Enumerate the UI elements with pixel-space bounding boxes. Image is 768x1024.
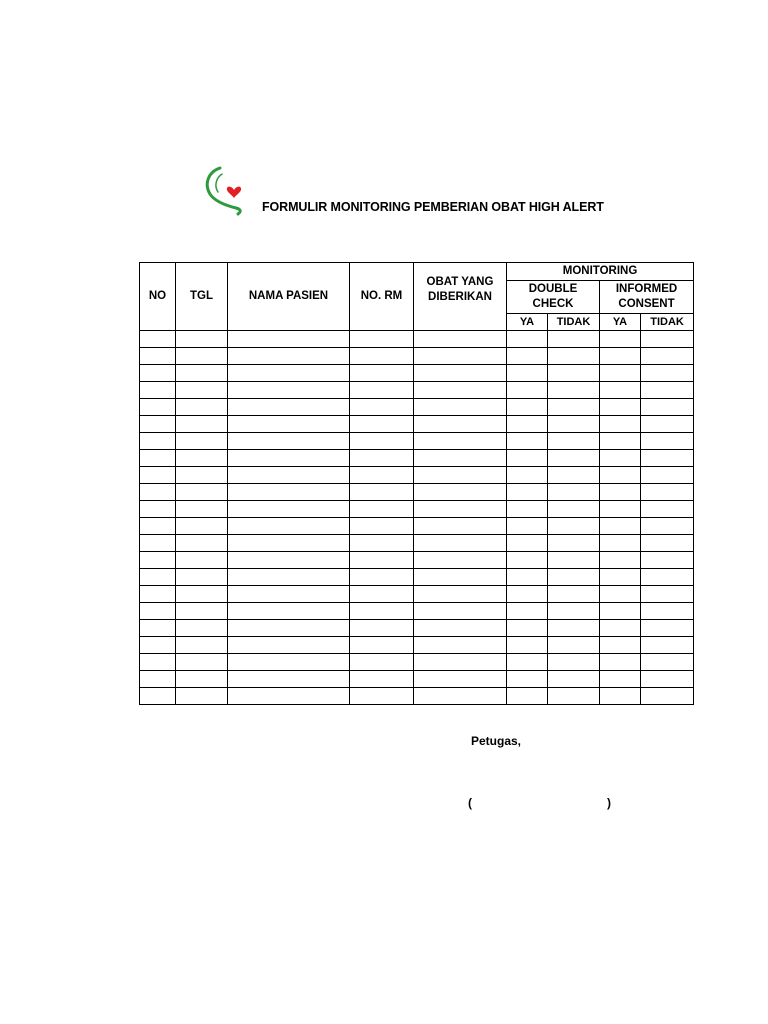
cell-tgl[interactable] <box>176 467 228 484</box>
header-obat-line2: DIBERIKAN <box>428 290 492 303</box>
table-row <box>140 654 694 671</box>
cell-informed-consent-tidak[interactable] <box>641 552 694 569</box>
cell-nama-pasien[interactable] <box>228 399 350 416</box>
cell-no[interactable] <box>140 688 176 705</box>
header-double-check-tidak: TIDAK <box>548 314 600 331</box>
cell-double-check-ya[interactable] <box>507 586 548 603</box>
cell-nama-pasien[interactable] <box>228 552 350 569</box>
cell-informed-consent-tidak[interactable] <box>641 331 694 348</box>
form-title: FORMULIR MONITORING PEMBERIAN OBAT HIGH ALERT <box>262 200 604 214</box>
cell-tgl[interactable] <box>176 518 228 535</box>
cell-obat[interactable] <box>414 365 507 382</box>
cell-double-check-ya[interactable] <box>507 535 548 552</box>
cell-informed-consent-tidak[interactable] <box>641 450 694 467</box>
cell-nama-pasien[interactable] <box>228 620 350 637</box>
cell-informed-consent-ya[interactable] <box>600 433 641 450</box>
cell-double-check-ya[interactable] <box>507 671 548 688</box>
cell-no[interactable] <box>140 450 176 467</box>
table-row <box>140 620 694 637</box>
cell-obat[interactable] <box>414 433 507 450</box>
cell-double-check-tidak[interactable] <box>548 569 600 586</box>
cell-tgl[interactable] <box>176 399 228 416</box>
cell-obat[interactable] <box>414 552 507 569</box>
cell-informed-consent-ya[interactable] <box>600 484 641 501</box>
cell-double-check-ya[interactable] <box>507 416 548 433</box>
cell-no[interactable] <box>140 331 176 348</box>
cell-double-check-ya[interactable] <box>507 688 548 705</box>
cell-double-check-ya[interactable] <box>507 484 548 501</box>
cell-obat[interactable] <box>414 603 507 620</box>
cell-obat[interactable] <box>414 501 507 518</box>
cell-no-rm[interactable] <box>350 671 414 688</box>
cell-informed-consent-ya[interactable] <box>600 535 641 552</box>
cell-informed-consent-ya[interactable] <box>600 654 641 671</box>
cell-double-check-ya[interactable] <box>507 433 548 450</box>
cell-informed-consent-tidak[interactable] <box>641 637 694 654</box>
cell-nama-pasien[interactable] <box>228 416 350 433</box>
cell-informed-consent-tidak[interactable] <box>641 688 694 705</box>
cell-double-check-tidak[interactable] <box>548 501 600 518</box>
cell-double-check-tidak[interactable] <box>548 467 600 484</box>
table-row <box>140 518 694 535</box>
cell-obat[interactable] <box>414 586 507 603</box>
cell-nama-pasien[interactable] <box>228 433 350 450</box>
cell-tgl[interactable] <box>176 535 228 552</box>
cell-obat[interactable] <box>414 654 507 671</box>
cell-informed-consent-tidak[interactable] <box>641 603 694 620</box>
cell-informed-consent-ya[interactable] <box>600 348 641 365</box>
cell-no-rm[interactable] <box>350 569 414 586</box>
header-double-check-line1: DOUBLE <box>528 283 578 295</box>
cell-no-rm[interactable] <box>350 416 414 433</box>
cell-tgl[interactable] <box>176 331 228 348</box>
cell-tgl[interactable] <box>176 620 228 637</box>
cell-no-rm[interactable] <box>350 399 414 416</box>
cell-double-check-tidak[interactable] <box>548 348 600 365</box>
header-double-check-line2: CHECK <box>532 298 574 310</box>
cell-informed-consent-tidak[interactable] <box>641 586 694 603</box>
cell-nama-pasien[interactable] <box>228 671 350 688</box>
cell-no[interactable] <box>140 365 176 382</box>
cell-informed-consent-ya[interactable] <box>600 620 641 637</box>
cell-informed-consent-tidak[interactable] <box>641 467 694 484</box>
hospital-logo-icon <box>204 166 248 216</box>
cell-double-check-ya[interactable] <box>507 637 548 654</box>
cell-no[interactable] <box>140 620 176 637</box>
table-row <box>140 450 694 467</box>
header-no: NO <box>140 263 176 331</box>
cell-obat[interactable] <box>414 637 507 654</box>
table-row <box>140 603 694 620</box>
cell-informed-consent-ya[interactable] <box>600 382 641 399</box>
cell-informed-consent-ya[interactable] <box>600 467 641 484</box>
table-body <box>140 331 694 705</box>
cell-nama-pasien[interactable] <box>228 501 350 518</box>
cell-nama-pasien[interactable] <box>228 484 350 501</box>
cell-double-check-ya[interactable] <box>507 603 548 620</box>
cell-no[interactable] <box>140 382 176 399</box>
cell-informed-consent-ya[interactable] <box>600 671 641 688</box>
cell-tgl[interactable] <box>176 365 228 382</box>
cell-tgl[interactable] <box>176 569 228 586</box>
cell-tgl[interactable] <box>176 416 228 433</box>
header-monitoring: MONITORING <box>507 263 694 281</box>
cell-double-check-tidak[interactable] <box>548 671 600 688</box>
table-row <box>140 535 694 552</box>
cell-informed-consent-ya[interactable] <box>600 416 641 433</box>
table-row <box>140 399 694 416</box>
table-row <box>140 467 694 484</box>
cell-no-rm[interactable] <box>350 552 414 569</box>
cell-tgl[interactable] <box>176 603 228 620</box>
cell-nama-pasien[interactable] <box>228 637 350 654</box>
signature-close-paren: ) <box>607 796 611 810</box>
cell-double-check-tidak[interactable] <box>548 535 600 552</box>
cell-nama-pasien[interactable] <box>228 603 350 620</box>
cell-double-check-tidak[interactable] <box>548 484 600 501</box>
cell-double-check-ya[interactable] <box>507 501 548 518</box>
cell-obat[interactable] <box>414 382 507 399</box>
cell-no[interactable] <box>140 671 176 688</box>
cell-no-rm[interactable] <box>350 518 414 535</box>
cell-tgl[interactable] <box>176 433 228 450</box>
table-row <box>140 484 694 501</box>
cell-informed-consent-tidak[interactable] <box>641 484 694 501</box>
cell-double-check-tidak[interactable] <box>548 586 600 603</box>
cell-informed-consent-ya[interactable] <box>600 688 641 705</box>
cell-informed-consent-tidak[interactable] <box>641 518 694 535</box>
cell-informed-consent-tidak[interactable] <box>641 501 694 518</box>
table-row <box>140 382 694 399</box>
cell-double-check-tidak[interactable] <box>548 399 600 416</box>
cell-nama-pasien[interactable] <box>228 331 350 348</box>
table-row <box>140 688 694 705</box>
cell-double-check-tidak[interactable] <box>548 365 600 382</box>
cell-no-rm[interactable] <box>350 501 414 518</box>
cell-no-rm[interactable] <box>350 688 414 705</box>
table-row <box>140 433 694 450</box>
signature-open-paren: ( <box>468 796 472 810</box>
cell-no[interactable] <box>140 569 176 586</box>
cell-nama-pasien[interactable] <box>228 348 350 365</box>
cell-tgl[interactable] <box>176 688 228 705</box>
cell-tgl[interactable] <box>176 586 228 603</box>
cell-informed-consent-ya[interactable] <box>600 569 641 586</box>
cell-nama-pasien[interactable] <box>228 569 350 586</box>
table-row <box>140 365 694 382</box>
cell-no-rm[interactable] <box>350 484 414 501</box>
header-informed-consent-line1: INFORMED <box>615 283 678 295</box>
table-row <box>140 501 694 518</box>
cell-double-check-tidak[interactable] <box>548 552 600 569</box>
cell-no-rm[interactable] <box>350 637 414 654</box>
cell-nama-pasien[interactable] <box>228 518 350 535</box>
cell-no[interactable] <box>140 348 176 365</box>
cell-double-check-ya[interactable] <box>507 382 548 399</box>
cell-obat[interactable] <box>414 688 507 705</box>
cell-obat[interactable] <box>414 671 507 688</box>
cell-no-rm[interactable] <box>350 450 414 467</box>
header-tgl: TGL <box>176 263 228 331</box>
cell-no-rm[interactable] <box>350 620 414 637</box>
cell-no-rm[interactable] <box>350 331 414 348</box>
cell-double-check-ya[interactable] <box>507 331 548 348</box>
cell-no-rm[interactable] <box>350 603 414 620</box>
cell-double-check-ya[interactable] <box>507 654 548 671</box>
cell-informed-consent-tidak[interactable] <box>641 416 694 433</box>
cell-no-rm[interactable] <box>350 467 414 484</box>
cell-informed-consent-ya[interactable] <box>600 518 641 535</box>
table-row <box>140 348 694 365</box>
cell-informed-consent-ya[interactable] <box>600 365 641 382</box>
cell-no[interactable] <box>140 416 176 433</box>
cell-tgl[interactable] <box>176 501 228 518</box>
cell-informed-consent-ya[interactable] <box>600 331 641 348</box>
cell-no[interactable] <box>140 518 176 535</box>
cell-informed-consent-ya[interactable] <box>600 586 641 603</box>
cell-informed-consent-ya[interactable] <box>600 399 641 416</box>
table-row <box>140 637 694 654</box>
cell-informed-consent-ya[interactable] <box>600 552 641 569</box>
cell-double-check-ya[interactable] <box>507 348 548 365</box>
table-row <box>140 569 694 586</box>
cell-obat[interactable] <box>414 348 507 365</box>
cell-informed-consent-tidak[interactable] <box>641 382 694 399</box>
table-row <box>140 331 694 348</box>
cell-obat[interactable] <box>414 450 507 467</box>
cell-obat[interactable] <box>414 399 507 416</box>
header-informed-consent-line2: CONSENT <box>618 298 675 310</box>
cell-nama-pasien[interactable] <box>228 586 350 603</box>
cell-informed-consent-tidak[interactable] <box>641 399 694 416</box>
header-obat-line1: OBAT YANG <box>426 275 494 288</box>
cell-double-check-tidak[interactable] <box>548 637 600 654</box>
cell-tgl[interactable] <box>176 654 228 671</box>
cell-double-check-ya[interactable] <box>507 569 548 586</box>
cell-double-check-tidak[interactable] <box>548 331 600 348</box>
table-row <box>140 586 694 603</box>
header-informed-consent-tidak: TIDAK <box>641 314 694 331</box>
cell-no[interactable] <box>140 399 176 416</box>
cell-nama-pasien[interactable] <box>228 382 350 399</box>
cell-double-check-tidak[interactable] <box>548 382 600 399</box>
cell-tgl[interactable] <box>176 484 228 501</box>
cell-tgl[interactable] <box>176 450 228 467</box>
header-double-check <box>507 281 600 314</box>
monitoring-table <box>139 262 694 705</box>
cell-nama-pasien[interactable] <box>228 688 350 705</box>
cell-double-check-ya[interactable] <box>507 365 548 382</box>
cell-double-check-tidak[interactable] <box>548 688 600 705</box>
cell-obat[interactable] <box>414 620 507 637</box>
cell-no-rm[interactable] <box>350 586 414 603</box>
header-obat-yang-diberikan <box>414 263 507 331</box>
cell-double-check-tidak[interactable] <box>548 603 600 620</box>
cell-informed-consent-ya[interactable] <box>600 450 641 467</box>
cell-double-check-tidak[interactable] <box>548 416 600 433</box>
cell-double-check-tidak[interactable] <box>548 433 600 450</box>
cell-informed-consent-tidak[interactable] <box>641 365 694 382</box>
cell-nama-pasien[interactable] <box>228 365 350 382</box>
cell-no-rm[interactable] <box>350 654 414 671</box>
cell-double-check-ya[interactable] <box>507 467 548 484</box>
cell-tgl[interactable] <box>176 637 228 654</box>
cell-double-check-tidak[interactable] <box>548 450 600 467</box>
cell-double-check-ya[interactable] <box>507 620 548 637</box>
header-informed-consent <box>600 281 694 314</box>
cell-obat[interactable] <box>414 467 507 484</box>
header-informed-consent-ya: YA <box>600 314 641 331</box>
table-row <box>140 416 694 433</box>
cell-no[interactable] <box>140 637 176 654</box>
cell-tgl[interactable] <box>176 348 228 365</box>
table-row <box>140 671 694 688</box>
cell-no[interactable] <box>140 586 176 603</box>
cell-double-check-tidak[interactable] <box>548 620 600 637</box>
cell-no[interactable] <box>140 484 176 501</box>
cell-no-rm[interactable] <box>350 535 414 552</box>
cell-informed-consent-tidak[interactable] <box>641 569 694 586</box>
cell-obat[interactable] <box>414 331 507 348</box>
cell-obat[interactable] <box>414 535 507 552</box>
cell-informed-consent-ya[interactable] <box>600 501 641 518</box>
signature-label: Petugas, <box>471 734 522 748</box>
cell-no[interactable] <box>140 433 176 450</box>
cell-no-rm[interactable] <box>350 433 414 450</box>
cell-nama-pasien[interactable] <box>228 535 350 552</box>
cell-double-check-ya[interactable] <box>507 518 548 535</box>
cell-double-check-ya[interactable] <box>507 552 548 569</box>
cell-no[interactable] <box>140 552 176 569</box>
cell-obat[interactable] <box>414 416 507 433</box>
cell-nama-pasien[interactable] <box>228 467 350 484</box>
cell-no[interactable] <box>140 467 176 484</box>
cell-obat[interactable] <box>414 518 507 535</box>
cell-no-rm[interactable] <box>350 365 414 382</box>
cell-nama-pasien[interactable] <box>228 450 350 467</box>
cell-no[interactable] <box>140 501 176 518</box>
cell-informed-consent-tidak[interactable] <box>641 620 694 637</box>
cell-tgl[interactable] <box>176 552 228 569</box>
cell-no-rm[interactable] <box>350 348 414 365</box>
cell-tgl[interactable] <box>176 671 228 688</box>
cell-no-rm[interactable] <box>350 382 414 399</box>
cell-double-check-tidak[interactable] <box>548 518 600 535</box>
cell-informed-consent-tidak[interactable] <box>641 348 694 365</box>
cell-informed-consent-tidak[interactable] <box>641 535 694 552</box>
cell-obat[interactable] <box>414 569 507 586</box>
cell-tgl[interactable] <box>176 382 228 399</box>
cell-nama-pasien[interactable] <box>228 654 350 671</box>
cell-no[interactable] <box>140 535 176 552</box>
cell-double-check-ya[interactable] <box>507 399 548 416</box>
header-no-rm: NO. RM <box>350 263 414 331</box>
cell-informed-consent-tidak[interactable] <box>641 654 694 671</box>
cell-double-check-ya[interactable] <box>507 450 548 467</box>
cell-informed-consent-ya[interactable] <box>600 603 641 620</box>
cell-double-check-tidak[interactable] <box>548 654 600 671</box>
cell-informed-consent-ya[interactable] <box>600 637 641 654</box>
cell-no[interactable] <box>140 603 176 620</box>
table-row <box>140 552 694 569</box>
header-nama-pasien: NAMA PASIEN <box>228 263 350 331</box>
cell-informed-consent-tidak[interactable] <box>641 433 694 450</box>
cell-informed-consent-tidak[interactable] <box>641 671 694 688</box>
cell-no[interactable] <box>140 654 176 671</box>
header-double-check-ya: YA <box>507 314 548 331</box>
cell-obat[interactable] <box>414 484 507 501</box>
